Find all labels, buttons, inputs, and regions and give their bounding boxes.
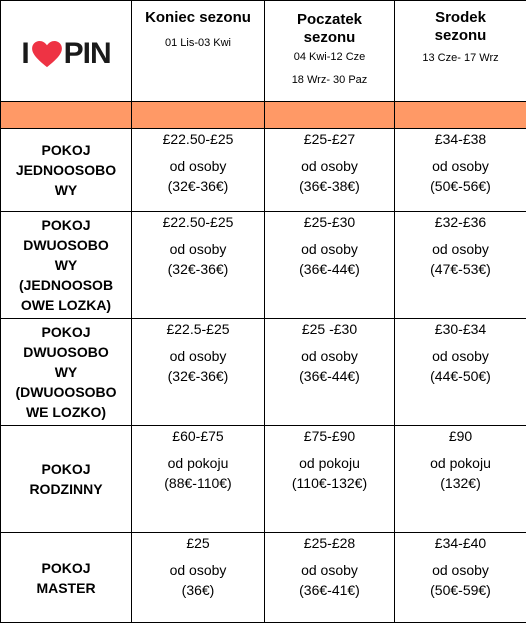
price-eur: (50€-56€): [395, 176, 526, 196]
price-eur: (36€-41€): [265, 580, 394, 600]
season-dates: 04 Kwi-12 Cze: [265, 50, 394, 64]
room-name: [1, 129, 132, 212]
price-eur: (132€): [395, 473, 526, 493]
price: £25-£28: [265, 533, 394, 553]
price-cell: [132, 212, 265, 319]
price-cell: [265, 212, 395, 319]
price-unit: od osoby: [132, 156, 264, 176]
price-eur: (32€-36€): [132, 259, 264, 279]
season-title: Poczatek sezonu: [290, 11, 370, 47]
price: £90: [395, 426, 526, 446]
price: £22.50-£25: [132, 129, 264, 149]
heart-icon: [32, 41, 62, 68]
price: £25-£27: [265, 129, 394, 149]
price-cell: [395, 426, 526, 533]
price-unit: od osoby: [395, 156, 526, 176]
band-cell: [132, 102, 265, 129]
price: £32-£36: [395, 212, 526, 232]
price-cell: [395, 129, 526, 212]
price-unit: od osoby: [132, 346, 264, 366]
room-name-line: POKOJ: [1, 322, 131, 342]
price-eur: (110€-132€): [265, 473, 394, 493]
price-eur: (36€-38€): [265, 176, 394, 196]
price-eur: (36€-44€): [265, 366, 394, 386]
room-name: [1, 319, 132, 426]
price-cell: [265, 426, 395, 533]
price: £25 -£30: [265, 319, 394, 339]
room-name-line: WY: [1, 180, 131, 200]
room-name-line: (JEDNOOSOB: [1, 275, 131, 295]
room-row: [1, 212, 526, 319]
price-eur: (36€-44€): [265, 259, 394, 279]
season-dates: 13 Cze- 17 Wrz: [395, 51, 526, 65]
price-cell: [132, 129, 265, 212]
price-eur: (88€-110€): [132, 473, 264, 493]
price: £60-£75: [132, 426, 264, 446]
price-unit: od osoby: [265, 346, 394, 366]
room-name-line: POKOJ: [1, 558, 131, 578]
band-cell: [395, 102, 526, 129]
price-unit: od osoby: [132, 560, 264, 580]
price-cell: [265, 319, 395, 426]
room-row: [1, 533, 526, 623]
room-name-line: DWUOSOBO: [1, 235, 131, 255]
room-name-line: MASTER: [1, 578, 131, 598]
room-name-line: DWUOSOBO: [1, 342, 131, 362]
price-unit: od pokoju: [265, 453, 394, 473]
price-cell: [395, 533, 526, 623]
price-cell: [132, 319, 265, 426]
room-name-line: WE LOZKO): [1, 402, 131, 422]
room-name-line: POKOJ: [1, 459, 131, 479]
room-row: [1, 426, 526, 533]
price-cell: [265, 129, 395, 212]
logo-letter: I: [21, 39, 28, 69]
price-eur: (50€-59€): [395, 580, 526, 600]
room-name-line: POKOJ: [1, 140, 131, 160]
price-eur: (36€): [132, 580, 264, 600]
price-unit: od osoby: [132, 239, 264, 259]
price-unit: od osoby: [395, 239, 526, 259]
price: £75-£90: [265, 426, 394, 446]
room-name-line: JEDNOOSOBO: [1, 160, 131, 180]
room-name-line: WY: [1, 362, 131, 382]
season-header: [132, 1, 265, 102]
price: £25: [132, 533, 264, 553]
logo-cell: [1, 1, 132, 102]
price: £34-£38: [395, 129, 526, 149]
price-unit: od osoby: [395, 346, 526, 366]
price-eur: (47€-53€): [395, 259, 526, 279]
price-cell: [132, 533, 265, 623]
price-cell: [265, 533, 395, 623]
price: £22.50-£25: [132, 212, 264, 232]
price: £22.5-£25: [132, 319, 264, 339]
season-header: [265, 1, 395, 102]
logo: [1, 39, 131, 69]
room-name: [1, 533, 132, 623]
price-cell: [132, 426, 265, 533]
room-name: [1, 426, 132, 533]
band-cell: [265, 102, 395, 129]
price-unit: od osoby: [265, 239, 394, 259]
room-name-line: RODZINNY: [1, 479, 131, 499]
price-unit: od osoby: [265, 560, 394, 580]
room-name-line: WY: [1, 255, 131, 275]
room-row: [1, 319, 526, 426]
price-eur: (44€-50€): [395, 366, 526, 386]
season-header: [395, 1, 526, 102]
price-eur: (32€-36€): [132, 366, 264, 386]
room-row: [1, 129, 526, 212]
season-dates: 01 Lis-03 Kwi: [132, 36, 264, 50]
price-eur: (32€-36€): [132, 176, 264, 196]
price-cell: [395, 319, 526, 426]
room-name-line: OWE LOZKA): [1, 295, 131, 315]
price-unit: od pokoju: [395, 453, 526, 473]
price-unit: od osoby: [395, 560, 526, 580]
price: £25-£30: [265, 212, 394, 232]
header-row: [1, 1, 526, 102]
season-title: Srodek sezonu: [426, 9, 496, 45]
room-name: [1, 212, 132, 319]
room-name-line: POKOJ: [1, 215, 131, 235]
orange-band-row: [1, 102, 526, 129]
logo-word: PIN: [64, 39, 111, 69]
season-dates: 18 Wrz- 30 Paz: [265, 73, 394, 87]
room-name-line: (DWUOOSOBO: [1, 382, 131, 402]
price: £30-£34: [395, 319, 526, 339]
price-cell: [395, 212, 526, 319]
season-title: Koniec sezonu: [132, 9, 264, 27]
price: £34-£40: [395, 533, 526, 553]
band-cell: [1, 102, 132, 129]
price-unit: od pokoju: [132, 453, 264, 473]
price-unit: od osoby: [265, 156, 394, 176]
